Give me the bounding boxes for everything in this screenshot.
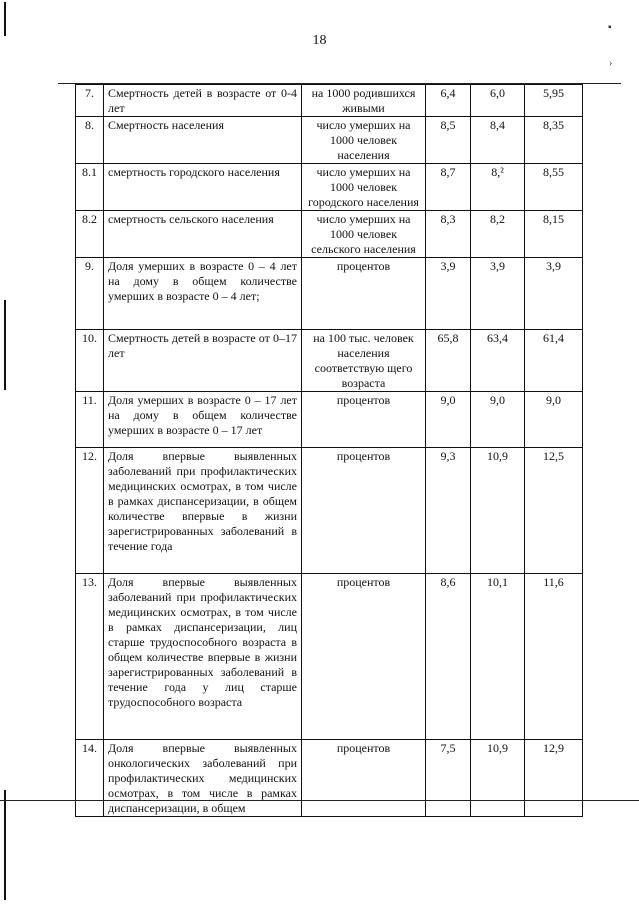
value-1-cell: 65,8 [426, 330, 471, 392]
unit-cell: процентов [302, 258, 426, 330]
value-2-cell: 63,4 [471, 330, 525, 392]
table-row [76, 740, 583, 817]
value-3-cell: 8,35 [525, 117, 583, 164]
row-number-cell: 10. [76, 330, 104, 392]
scan-edge-mark-left-top [4, 2, 6, 36]
indicator-name-cell: Доля умерших в возрасте 0 – 17 лет на дому в общем количестве умерших в возрасте 0 – 17 лет [104, 392, 302, 448]
unit-cell: процентов [302, 392, 426, 448]
table-row [76, 330, 583, 392]
value-2-cell: 3,9 [471, 258, 525, 330]
unit-cell: процентов [302, 740, 426, 817]
value-3-cell: 5,95 [525, 85, 583, 117]
value-2-cell: 8,² [471, 164, 525, 211]
value-3-cell: 12,9 [525, 740, 583, 817]
table-row [76, 211, 583, 258]
value-2-cell: 10,9 [471, 740, 525, 817]
row-number-cell: 8.1 [76, 164, 104, 211]
value-3-cell: 61,4 [525, 330, 583, 392]
value-3-cell: 9,0 [525, 392, 583, 448]
unit-cell: на 100 тыс. человек населения соответствую щего возраста [302, 330, 426, 392]
scan-edge-mark-left-middle [4, 300, 6, 390]
value-2-cell: 8,4 [471, 117, 525, 164]
indicators-table [75, 84, 583, 817]
indicator-name-cell: Доля впервые выявленных онкологических заболеваний при профилактических медицинских осмотрах, в том числе в рамках диспансеризации, в общем [104, 740, 302, 817]
table-row [76, 574, 583, 740]
table-row [76, 117, 583, 164]
indicator-name-cell: Доля впервые выявленных заболеваний при профилактических медицинских осмотрах, в том числе в рамках диспансеризации, в общем количестве впервые в жизни зарегистрированных заболеваний в течение года [104, 448, 302, 574]
scan-speck-1: ▪ [608, 22, 612, 33]
value-3-cell: 8,55 [525, 164, 583, 211]
value-1-cell: 8,3 [426, 211, 471, 258]
indicator-name-cell: Смертность детей в возрасте от 0–17 лет [104, 330, 302, 392]
page-number: 18 [312, 33, 327, 48]
value-3-cell: 12,5 [525, 448, 583, 574]
row-number-cell: 14. [76, 740, 104, 817]
unit-cell: число умерших на 1000 человек населения [302, 117, 426, 164]
value-1-cell: 3,9 [426, 258, 471, 330]
indicator-name-cell: Доля умерших в возрасте 0 – 4 лет на дому в общем количестве умерших в возрасте 0 – 4 лет; [104, 258, 302, 330]
table-body [76, 85, 583, 817]
value-1-cell: 9,3 [426, 448, 471, 574]
row-number-cell: 7. [76, 85, 104, 117]
row-number-cell: 11. [76, 392, 104, 448]
value-1-cell: 8,5 [426, 117, 471, 164]
table-row [76, 258, 583, 330]
scan-speck-2: › [609, 58, 613, 69]
unit-cell: число умерших на 1000 человек сельского населения [302, 211, 426, 258]
bottom-rule [0, 800, 639, 801]
value-3-cell: 8,15 [525, 211, 583, 258]
table-row [76, 392, 583, 448]
indicator-name-cell: смертность городского населения [104, 164, 302, 211]
row-number-cell: 8. [76, 117, 104, 164]
unit-cell: процентов [302, 574, 426, 740]
row-number-cell: 8.2 [76, 211, 104, 258]
table-row [76, 448, 583, 574]
value-1-cell: 7,5 [426, 740, 471, 817]
unit-cell: на 1000 родившихся живыми [302, 85, 426, 117]
value-1-cell: 9,0 [426, 392, 471, 448]
value-2-cell: 6,0 [471, 85, 525, 117]
scan-edge-mark-left-bottom [4, 790, 6, 900]
unit-cell: число умерших на 1000 человек городского населения [302, 164, 426, 211]
value-3-cell: 3,9 [525, 258, 583, 330]
value-2-cell: 9,0 [471, 392, 525, 448]
table-row [76, 85, 583, 117]
indicator-name-cell: Смертность детей в возрасте от 0-4 лет [104, 85, 302, 117]
table-row [76, 164, 583, 211]
value-1-cell: 8,6 [426, 574, 471, 740]
value-1-cell: 6,4 [426, 85, 471, 117]
value-2-cell: 10,1 [471, 574, 525, 740]
value-3-cell: 11,6 [525, 574, 583, 740]
value-1-cell: 8,7 [426, 164, 471, 211]
row-number-cell: 9. [76, 258, 104, 330]
indicator-name-cell: смертность сельского населения [104, 211, 302, 258]
value-2-cell: 10,9 [471, 448, 525, 574]
indicator-name-cell: Доля впервые выявленных заболеваний при профилактических медицинских осмотрах, в том числе в рамках диспансеризации, лиц старше трудоспособного возраста в общем количестве впервые в жизни зарегистрированных заболеваний в течение года у лиц старше трудоспособного возраста [104, 574, 302, 740]
value-2-cell: 8,2 [471, 211, 525, 258]
row-number-cell: 13. [76, 574, 104, 740]
unit-cell: процентов [302, 448, 426, 574]
row-number-cell: 12. [76, 448, 104, 574]
indicator-name-cell: Смертность населения [104, 117, 302, 164]
